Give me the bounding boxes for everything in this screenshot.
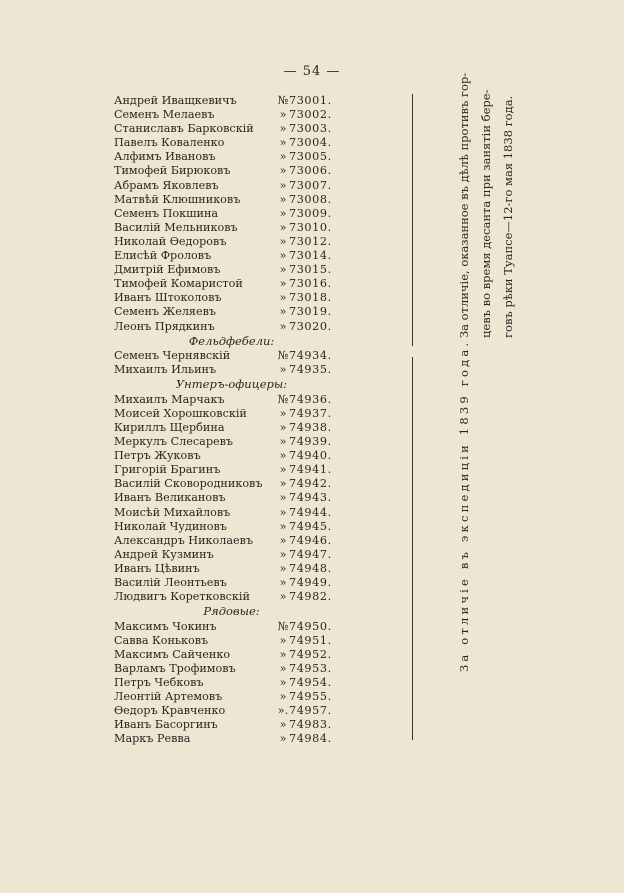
medal-number: 74952.	[289, 647, 332, 661]
medal-number: 74955.	[289, 690, 332, 704]
person-name: Петръ Жуковъ	[114, 449, 201, 463]
medal-number: 74982.	[289, 590, 332, 604]
person-name: Семенъ Мелаевъ	[114, 108, 215, 122]
section-heading: Рядовые:	[203, 604, 260, 619]
number-mark: »	[279, 505, 287, 519]
side-note-1839: За отличіе въ экспедиціи 1839 года.	[457, 339, 471, 672]
side-note-line: цевъ во время десанта при занятіи бере-	[479, 89, 493, 338]
list-row	[114, 561, 332, 576]
side-note-line: говъ рѣки Туапсе—12-го мая 1838 года.	[501, 95, 515, 338]
bracket-bottom	[412, 357, 417, 740]
number-mark: »	[279, 561, 287, 575]
number-mark: »	[279, 519, 287, 533]
medal-number: 74948.	[289, 561, 332, 575]
person-name: Павелъ Коваленко	[114, 136, 225, 150]
bracket-top	[412, 94, 417, 346]
number-mark: »	[279, 136, 287, 150]
list-row	[114, 661, 332, 676]
list-row	[114, 277, 332, 291]
number-mark: »	[279, 220, 287, 234]
number-mark: »	[279, 363, 287, 377]
person-name: Иванъ Цѣвинъ	[114, 561, 200, 575]
number-mark: №	[277, 619, 289, 633]
number-mark: »	[279, 263, 287, 277]
medal-number: 73009.	[289, 206, 332, 220]
medal-number: 73015.	[289, 263, 332, 277]
person-name: Варламъ Трофимовъ	[114, 661, 236, 675]
person-name: Иванъ Великановъ	[114, 491, 226, 505]
person-name: Василій Мельниковъ	[114, 220, 238, 234]
number-mark: »	[279, 491, 287, 505]
number-mark: »	[279, 234, 287, 248]
number-mark: »	[279, 732, 287, 746]
number-mark: »	[279, 249, 287, 263]
medal-number: 74949.	[289, 576, 332, 589]
list-row	[114, 732, 332, 746]
number-mark: №	[277, 349, 289, 363]
medal-number: 73004.	[289, 136, 332, 150]
list-row	[114, 435, 332, 449]
medal-number: 73008.	[289, 192, 332, 206]
number-mark: »	[279, 661, 287, 675]
person-name: Николай Өедоровъ	[114, 234, 227, 248]
medal-number: 73018.	[289, 291, 332, 305]
list-row	[114, 305, 332, 319]
person-name: Абрамъ Яковлевъ	[114, 178, 219, 192]
list-row	[114, 164, 332, 178]
person-name: Тимофей Бирюковъ	[114, 164, 231, 178]
medal-number: 73001.	[289, 94, 332, 107]
person-name: Семенъ Покшина	[114, 206, 219, 220]
number-mark: »	[279, 108, 287, 122]
medal-number: 73012.	[289, 234, 332, 248]
list-row	[114, 94, 332, 108]
number-mark: »	[279, 192, 287, 206]
list-row	[114, 477, 332, 491]
person-name: Александръ Николаевъ	[114, 533, 254, 547]
medal-number: 74937.	[289, 406, 332, 420]
medal-number: 74984.	[289, 732, 332, 746]
section-heading: Унтеръ-офицеры:	[175, 377, 288, 392]
person-name: Семенъ Желяевъ	[114, 305, 217, 319]
person-name: Иванъ Басоргинъ	[114, 718, 218, 732]
section-heading: Фельдфебели:	[188, 333, 275, 348]
number-mark: »	[279, 206, 287, 220]
medal-number: 74954.	[289, 676, 332, 690]
person-name: Савва Коньковъ	[114, 633, 209, 647]
number-mark: »	[279, 150, 287, 164]
person-name: Моисей Хорошковскій	[114, 406, 247, 420]
number-mark: »	[279, 319, 287, 333]
medal-number: 73016.	[289, 277, 332, 291]
list-row	[114, 633, 332, 648]
number-mark: »	[279, 178, 287, 192]
list-row	[114, 547, 332, 562]
number-mark: »	[279, 164, 287, 178]
list-row	[114, 349, 332, 363]
medal-number: 73002.	[289, 108, 332, 122]
list-row	[114, 108, 332, 122]
person-name: Людвигъ Коретковскій	[114, 590, 250, 604]
number-mark: »	[279, 406, 287, 420]
list-row	[114, 647, 332, 662]
number-mark: »	[279, 590, 287, 604]
person-name: Семенъ Чернявскій	[114, 349, 231, 363]
list-row	[114, 234, 332, 249]
person-name: Михаилъ Марчакъ	[114, 392, 225, 406]
medal-number: 73010.	[289, 220, 332, 234]
medal-number: 74946.	[289, 533, 332, 547]
person-name: Елисѣй Фроловъ	[114, 249, 212, 263]
number-mark: »	[279, 647, 287, 661]
person-name: Тимофей Комаристой	[114, 277, 243, 291]
person-name: Николай Чудиновъ	[114, 519, 227, 533]
list-row	[114, 718, 332, 732]
side-note-1838	[453, 73, 519, 338]
person-name: Маркъ Ревва	[114, 732, 191, 746]
medal-number: 74944.	[289, 505, 332, 519]
list-row	[114, 192, 332, 207]
person-name: Дмитрій Ефимовъ	[114, 263, 221, 277]
medal-number: 73005.	[289, 150, 332, 164]
person-name: Матвѣй Клюшниковъ	[114, 192, 241, 206]
list-row	[114, 178, 332, 193]
medal-number: 74936.	[289, 392, 332, 406]
number-mark: »	[279, 690, 287, 704]
list-row	[114, 449, 332, 463]
medal-number: 74953.	[289, 661, 332, 675]
person-name: Максимъ Чокинъ	[114, 619, 217, 633]
list-row	[114, 690, 332, 704]
person-name: Григорій Брагинъ	[114, 463, 221, 477]
number-mark: ».	[277, 704, 289, 718]
medal-number: 74934.	[289, 349, 332, 363]
person-name: Василій Сковородниковъ	[114, 477, 263, 491]
medal-number: 74938.	[289, 420, 332, 434]
medal-number: 74942.	[289, 477, 332, 491]
medal-number: 74951.	[289, 633, 332, 647]
number-mark: »	[279, 305, 287, 319]
medal-number: 74940.	[289, 449, 332, 463]
side-note-line: За отличіе, оказанное въ дѣлѣ противъ гор-	[457, 72, 471, 338]
number-mark: »	[279, 718, 287, 732]
list-row	[114, 491, 332, 505]
person-name: Михаилъ Ильинъ	[114, 363, 217, 377]
medal-number: 74947.	[289, 547, 332, 561]
number-mark: »	[279, 435, 287, 449]
medal-number: 74945.	[289, 519, 332, 533]
medal-number: 74935.	[289, 363, 332, 377]
number-mark: »	[279, 449, 287, 463]
person-name: Максимъ Сайченко	[114, 647, 231, 661]
page-number: — 54 —	[283, 64, 341, 79]
medal-number: 73019.	[289, 305, 332, 319]
list-row	[114, 291, 332, 305]
person-name: Станиславъ Барковскій	[114, 122, 254, 136]
number-mark: »	[279, 277, 287, 291]
list-row	[114, 519, 332, 534]
person-name: Кириллъ Щербина	[114, 420, 225, 434]
list-row	[114, 249, 332, 263]
medal-number: 74941.	[289, 463, 332, 477]
number-mark: »	[279, 291, 287, 305]
medal-number: 74943.	[289, 491, 332, 505]
medal-number: 73006.	[289, 164, 332, 178]
person-name: Андрей Иващкевичъ	[114, 94, 237, 107]
medal-number: 74957.	[289, 704, 332, 718]
medal-number: 73007.	[289, 178, 332, 192]
number-mark: »	[279, 576, 287, 589]
list-row	[114, 150, 332, 164]
list-row	[114, 363, 332, 377]
person-name: Иванъ Штоколовъ	[114, 291, 222, 305]
list-row	[114, 206, 332, 221]
person-name: Алфимъ Ивановъ	[114, 150, 216, 164]
number-mark: »	[279, 420, 287, 434]
person-name: Меркулъ Слесаревъ	[114, 435, 234, 449]
number-mark: »	[279, 676, 287, 690]
medal-number: 73020.	[289, 319, 332, 333]
award-list	[114, 94, 332, 747]
person-name: Леонтій Артемовъ	[114, 690, 223, 704]
list-row	[114, 676, 332, 690]
person-name: Моисѣй Михайловъ	[114, 505, 231, 519]
medal-number: 74950.	[289, 619, 332, 633]
list-row	[114, 319, 332, 334]
number-mark: »	[279, 477, 287, 491]
list-row	[114, 263, 332, 277]
medal-number: 73014.	[289, 249, 332, 263]
person-name: Андрей Кузминъ	[114, 547, 214, 561]
list-row	[114, 420, 332, 435]
list-row	[114, 619, 332, 634]
number-mark: »	[279, 122, 287, 136]
list-row	[114, 220, 332, 235]
medal-number: 74939.	[289, 435, 332, 449]
person-name: Василій Леонтьевъ	[114, 576, 227, 589]
list-row	[114, 576, 332, 590]
list-row	[114, 392, 332, 407]
list-row	[114, 590, 332, 604]
list-row	[114, 704, 332, 718]
number-mark: »	[279, 547, 287, 561]
list-row	[114, 533, 332, 548]
number-mark: №	[277, 94, 289, 107]
list-row	[114, 463, 332, 477]
person-name: Леонъ Прядкинъ	[114, 319, 215, 333]
list-row	[114, 505, 332, 520]
list-row	[114, 122, 332, 136]
medal-number: 73003.	[289, 122, 332, 136]
person-name: Өедоръ Кравченко	[114, 704, 226, 718]
number-mark: »	[279, 533, 287, 547]
list-row	[114, 136, 332, 150]
number-mark: №	[277, 392, 289, 406]
medal-number: 74983.	[289, 718, 332, 732]
person-name: Петръ Чебковъ	[114, 676, 204, 690]
list-row	[114, 406, 332, 421]
number-mark: »	[279, 633, 287, 647]
number-mark: »	[279, 463, 287, 477]
